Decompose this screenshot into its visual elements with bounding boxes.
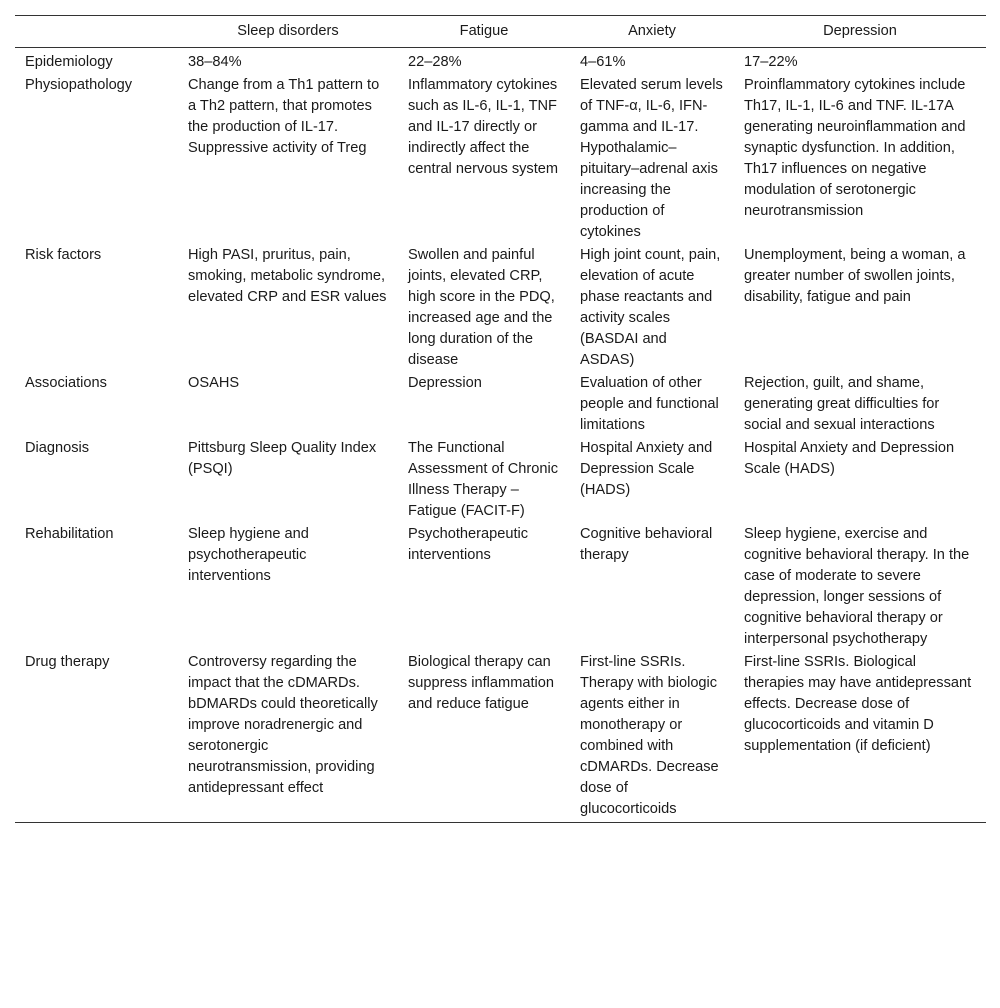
table-cell: Biological therapy can suppress inflammation and reduce fatigue bbox=[398, 650, 570, 823]
table-cell: Proinflammatory cytokines include Th17, IL-1, IL-6 and TNF. IL-17A generating neuroinflammation and synaptic dysfunction. In addition, Th17 influences on negative modulation of serotonergic neurotransmission bbox=[744, 77, 966, 219]
table-cell: Pittsburg Sleep Quality Index (PSQI) bbox=[188, 440, 377, 477]
header-row bbox=[15, 16, 986, 48]
table-cell: First-line SSRIs. Therapy with biologic agents either in monotherapy or combined with cDMARDs. Decrease dose of glucocorticoids bbox=[570, 650, 734, 823]
header-fatigue: Fatigue bbox=[398, 16, 570, 48]
table-cell: High PASI, pruritus, pain, smoking, metabolic syndrome, elevated CRP and ESR values bbox=[188, 247, 387, 305]
row-label-drug-therapy: Drug therapy bbox=[15, 650, 178, 823]
table-cell: 17–22% bbox=[744, 54, 798, 70]
table-row bbox=[15, 371, 986, 436]
comparison-table bbox=[15, 15, 986, 823]
table-cell: Controversy regarding the impact that the cDMARDs. bDMARDs could theoretically improve noradrenergic and serotonergic neurotransmission, providing antidepressant effect bbox=[178, 650, 398, 823]
table-cell: Inflammatory cytokines such as IL-6, IL-1, TNF and IL-17 directly or indirectly affect the central nervous system bbox=[408, 77, 559, 177]
table-cell: Depression bbox=[408, 375, 482, 391]
header-anxiety: Anxiety bbox=[570, 16, 734, 48]
table-cell: High joint count, pain, elevation of acute phase reactants and activity scales (BASDAI and ASDAS) bbox=[580, 247, 721, 368]
table-cell: Elevated serum levels of TNF-α, IL-6, IFN-gamma and IL-17. Hypothalamic–pituitary–adrenal axis increasing the production of cytokines bbox=[580, 77, 723, 240]
table-cell: 38–84% bbox=[188, 54, 242, 70]
table-cell: Cognitive behavioral therapy bbox=[580, 526, 713, 563]
row-label-physiopathology: Physiopathology bbox=[25, 77, 133, 93]
row-label-associations: Associations bbox=[25, 375, 107, 391]
row-label-risk-factors: Risk factors bbox=[25, 247, 102, 263]
row-label-epidemiology: Epidemiology bbox=[25, 54, 113, 70]
table-row bbox=[15, 48, 986, 74]
table-cell: Hospital Anxiety and Depression Scale (HADS) bbox=[744, 440, 955, 477]
row-label-rehabilitation: Rehabilitation bbox=[25, 526, 114, 542]
table-cell: Evaluation of other people and functional limitations bbox=[580, 375, 719, 433]
header-blank bbox=[15, 16, 178, 48]
comparison-table-container bbox=[15, 15, 986, 823]
table-cell: Unemployment, being a woman, a greater number of swollen joints, disability, fatigue and pain bbox=[744, 247, 966, 305]
table-row bbox=[15, 243, 986, 371]
table-cell: The Functional Assessment of Chronic Illness Therapy – Fatigue (FACIT-F) bbox=[408, 440, 559, 519]
row-label-diagnosis: Diagnosis bbox=[25, 440, 90, 456]
table-row bbox=[15, 650, 986, 823]
table-cell: Sleep hygiene and psychotherapeutic interventions bbox=[188, 526, 309, 584]
table-cell: First-line SSRIs. Biological therapies may have antidepressant effects. Decrease dose of glucocorticoids and vitamin D supplementation (if deficient) bbox=[734, 650, 986, 823]
table-cell: OSAHS bbox=[188, 375, 240, 391]
table-body bbox=[15, 48, 986, 823]
header-depression: Depression bbox=[734, 16, 986, 48]
table-row bbox=[15, 436, 986, 522]
table-cell: Change from a Th1 pattern to a Th2 pattern, that promotes the production of IL-17. Suppressive activity of Treg bbox=[188, 77, 380, 156]
table-cell: Sleep hygiene, exercise and cognitive behavioral therapy. In the case of moderate to severe depression, longer sessions of cognitive behavioral therapy or interpersonal psychotherapy bbox=[744, 526, 970, 647]
table-row bbox=[15, 73, 986, 243]
table-cell: Hospital Anxiety and Depression Scale (HADS) bbox=[580, 440, 713, 498]
table-cell: Rejection, guilt, and shame, generating great difficulties for social and sexual interactions bbox=[744, 375, 940, 433]
table-row bbox=[15, 522, 986, 650]
table-cell: Swollen and painful joints, elevated CRP, high score in the PDQ, increased age and the long duration of the disease bbox=[408, 247, 555, 368]
table-cell: Psychotherapeutic interventions bbox=[408, 526, 529, 563]
table-cell: 22–28% bbox=[408, 54, 462, 70]
table-header bbox=[15, 16, 986, 48]
table-cell: 4–61% bbox=[580, 54, 626, 70]
header-sleep-disorders: Sleep disorders bbox=[178, 16, 398, 48]
